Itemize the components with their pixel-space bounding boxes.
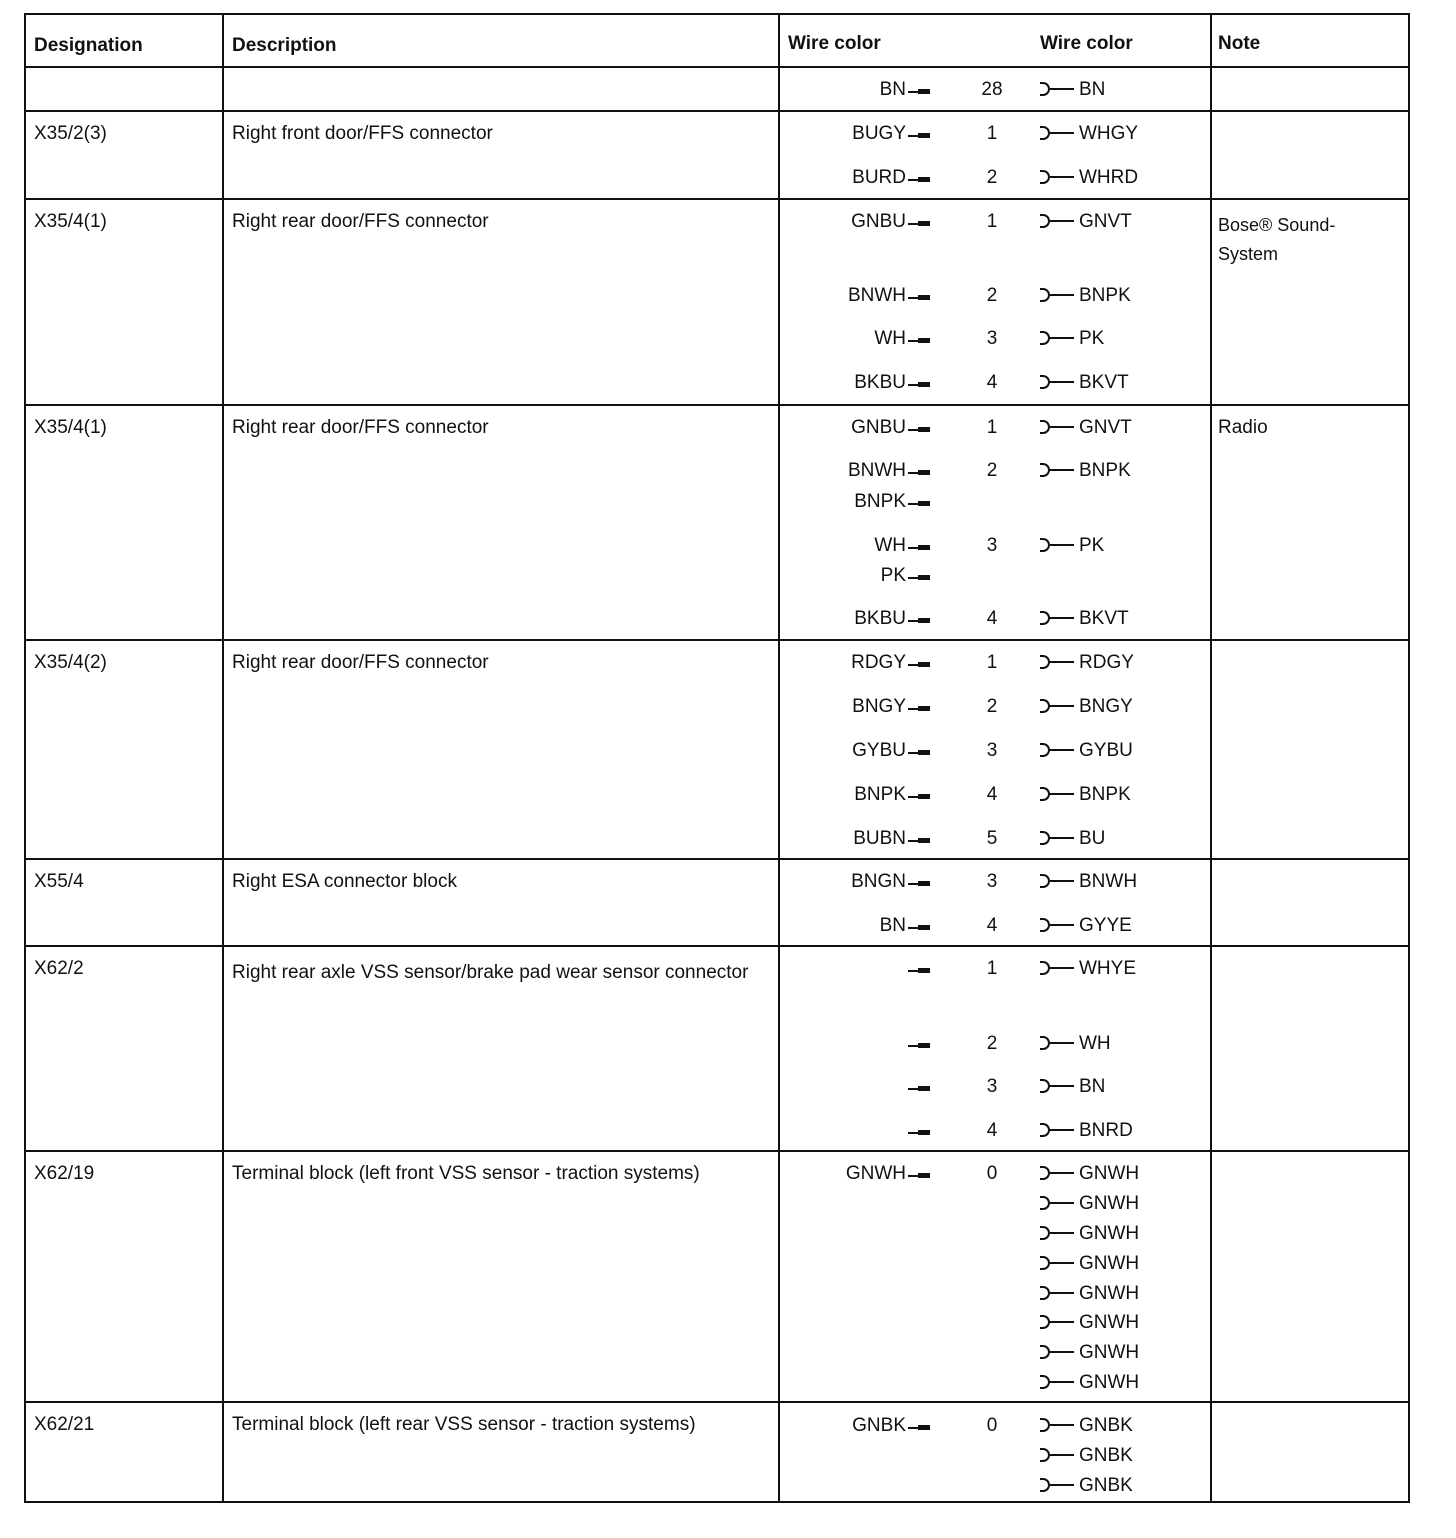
wire-color-right: GNBK [1079, 1415, 1133, 1436]
row-divider [26, 858, 1408, 860]
pin-number: 1 [986, 958, 998, 979]
row-divider [26, 1150, 1408, 1152]
pin-number: 2 [986, 167, 998, 188]
plug-connector-icon [908, 703, 932, 713]
pin-number: 3 [986, 871, 998, 892]
pin-number: 3 [986, 1076, 998, 1097]
wire-color-right: WHYE [1079, 958, 1136, 979]
socket-connector-icon [1040, 1033, 1078, 1055]
wire-color-right: WHGY [1079, 123, 1139, 144]
socket-connector-icon [1040, 79, 1078, 101]
wire-color-right: GNWH [1079, 1312, 1140, 1333]
pin-number: 4 [986, 608, 998, 629]
wire-color-right: PK [1079, 328, 1105, 349]
designation-cell: X35/4(2) [34, 652, 107, 673]
plug-connector-icon [908, 615, 932, 625]
wire-color-left: BNWH [847, 460, 906, 481]
plug-connector-icon [908, 659, 932, 669]
pin-number: 4 [986, 1120, 998, 1141]
socket-connector-icon [1040, 740, 1078, 762]
row-divider [26, 1401, 1408, 1403]
wire-color-right: WHRD [1079, 167, 1139, 188]
description-cell: Right rear door/FFS connector [232, 652, 489, 673]
wire-color-right: BN [1079, 1076, 1106, 1097]
row-divider [26, 945, 1408, 947]
plug-connector-icon [908, 965, 932, 975]
socket-connector-icon [1040, 460, 1078, 482]
pin-number: 0 [986, 1415, 998, 1436]
wire-color-left: BUGY [852, 123, 906, 144]
socket-connector-icon [1040, 1475, 1078, 1497]
designation-cell: X55/4 [34, 871, 84, 892]
pin-number: 3 [986, 740, 998, 761]
wire-color-left: PK [880, 565, 906, 586]
plug-connector-icon [908, 1422, 932, 1432]
socket-connector-icon [1040, 608, 1078, 630]
socket-connector-icon [1040, 211, 1078, 233]
wire-color-right: BN [1079, 79, 1106, 100]
wire-color-right: WH [1079, 1033, 1111, 1054]
col-divider [222, 15, 224, 1501]
wire-color-right: RDGY [1079, 652, 1134, 673]
designation-cell: X35/4(1) [34, 417, 107, 438]
plug-connector-icon [908, 218, 932, 228]
wire-color-left: GNBK [852, 1415, 906, 1436]
plug-connector-icon [908, 1170, 932, 1180]
socket-connector-icon [1040, 535, 1078, 557]
pin-number: 2 [986, 285, 998, 306]
row-divider [26, 66, 1408, 68]
wire-color-left: BKBU [854, 372, 906, 393]
note-cell: Bose® Sound-System [1218, 215, 1336, 264]
description-cell: Right rear door/FFS connector [232, 211, 489, 232]
description-cell: Right ESA connector block [232, 871, 457, 892]
plug-connector-icon [908, 335, 932, 345]
pin-number: 4 [986, 372, 998, 393]
wire-color-right: GNWH [1079, 1163, 1140, 1184]
designation-cell: X62/19 [34, 1163, 95, 1184]
socket-connector-icon [1040, 417, 1078, 439]
wire-color-left: WH [874, 328, 906, 349]
row-divider [26, 110, 1408, 112]
designation-cell: X62/21 [34, 1414, 95, 1435]
plug-connector-icon [908, 922, 932, 932]
pin-number: 28 [981, 79, 1003, 100]
wire-color-left: GYBU [852, 740, 906, 761]
socket-connector-icon [1040, 958, 1078, 980]
plug-connector-icon [908, 174, 932, 184]
socket-connector-icon [1040, 696, 1078, 718]
wire-color-left: BUBN [853, 828, 906, 849]
wire-color-right: GNWH [1079, 1342, 1140, 1363]
plug-connector-icon [908, 467, 932, 477]
wire-color-left: GNBU [851, 211, 906, 232]
header-wire-color-left: Wire color [788, 33, 881, 54]
plug-connector-icon [908, 572, 932, 582]
wire-color-left: GNWH [845, 1163, 906, 1184]
note-cell: Radio [1218, 417, 1268, 438]
row-divider [26, 198, 1408, 200]
pin-number: 2 [986, 460, 998, 481]
socket-connector-icon [1040, 1415, 1078, 1437]
wire-color-left: BNPK [854, 491, 906, 512]
wire-color-left: GNBU [851, 417, 906, 438]
socket-connector-icon [1040, 871, 1078, 893]
pin-number: 1 [986, 417, 998, 438]
plug-connector-icon [908, 379, 932, 389]
wire-color-right: GNWH [1079, 1223, 1140, 1244]
plug-connector-icon [908, 835, 932, 845]
wire-color-left: RDGY [851, 652, 906, 673]
pin-number: 1 [986, 211, 998, 232]
socket-connector-icon [1040, 1120, 1078, 1142]
socket-connector-icon [1040, 1193, 1078, 1215]
socket-connector-icon [1040, 1312, 1078, 1334]
wire-color-left: BKBU [854, 608, 906, 629]
plug-connector-icon [908, 747, 932, 757]
designation-cell: X35/2(3) [34, 123, 107, 144]
socket-connector-icon [1040, 915, 1078, 937]
plug-connector-icon [908, 1083, 932, 1093]
pin-number: 2 [986, 696, 998, 717]
plug-connector-icon [908, 498, 932, 508]
wire-color-right: GNVT [1079, 417, 1132, 438]
col-divider [1210, 15, 1212, 1501]
plug-connector-icon [908, 292, 932, 302]
wire-color-right: BNPK [1079, 784, 1131, 805]
pin-number: 3 [986, 328, 998, 349]
socket-connector-icon [1040, 652, 1078, 674]
wire-color-right: GNBK [1079, 1445, 1133, 1466]
wire-color-right: BKVT [1079, 608, 1129, 629]
wire-color-right: PK [1079, 535, 1105, 556]
socket-connector-icon [1040, 828, 1078, 850]
plug-connector-icon [908, 878, 932, 888]
wire-color-right: GYYE [1079, 915, 1132, 936]
wire-color-left: BN [879, 915, 906, 936]
wire-color-right: GYBU [1079, 740, 1133, 761]
wire-color-right: GNWH [1079, 1372, 1140, 1393]
wire-color-left: BNPK [854, 784, 906, 805]
header-wire-color-right: Wire color [1040, 33, 1133, 54]
socket-connector-icon [1040, 1163, 1078, 1185]
plug-connector-icon [908, 86, 932, 96]
description-cell: Terminal block (left front VSS sensor - traction systems) [232, 1163, 700, 1184]
connector-table [24, 13, 1410, 1503]
header-designation: Designation [34, 35, 143, 56]
socket-connector-icon [1040, 167, 1078, 189]
wire-color-right: GNWH [1079, 1253, 1140, 1274]
plug-connector-icon [908, 1040, 932, 1050]
wire-color-left: BN [879, 79, 906, 100]
socket-connector-icon [1040, 1342, 1078, 1364]
wire-color-right: BNGY [1079, 696, 1133, 717]
wire-color-left: BNGY [852, 696, 906, 717]
wire-color-right: BNWH [1079, 871, 1138, 892]
wire-color-right: BNPK [1079, 285, 1131, 306]
description-cell: Right rear door/FFS connector [232, 417, 489, 438]
wire-color-right: BNPK [1079, 460, 1131, 481]
wire-color-right: BU [1079, 828, 1106, 849]
socket-connector-icon [1040, 1445, 1078, 1467]
header-description: Description [232, 35, 337, 56]
wire-color-right: BKVT [1079, 372, 1129, 393]
pin-number: 4 [986, 784, 998, 805]
designation-cell: X62/2 [34, 958, 84, 979]
socket-connector-icon [1040, 1223, 1078, 1245]
description-cell: Right rear axle VSS sensor/brake pad wear sensor connector [232, 962, 749, 983]
pin-number: 2 [986, 1033, 998, 1054]
description-cell: Right front door/FFS connector [232, 123, 493, 144]
pin-number: 5 [986, 828, 998, 849]
header-note: Note [1218, 33, 1261, 54]
plug-connector-icon [908, 424, 932, 434]
wire-color-right: GNWH [1079, 1193, 1140, 1214]
pin-number: 1 [986, 652, 998, 673]
wire-color-right: GNWH [1079, 1283, 1140, 1304]
socket-connector-icon [1040, 1372, 1078, 1394]
wire-color-left: BURD [852, 167, 906, 188]
wire-color-left: WH [874, 535, 906, 556]
wire-color-right: GNBK [1079, 1475, 1133, 1496]
socket-connector-icon [1040, 123, 1078, 145]
plug-connector-icon [908, 1127, 932, 1137]
socket-connector-icon [1040, 784, 1078, 806]
pin-number: 3 [986, 535, 998, 556]
socket-connector-icon [1040, 285, 1078, 307]
wire-color-right: GNVT [1079, 211, 1132, 232]
wire-color-right: BNRD [1079, 1120, 1133, 1141]
socket-connector-icon [1040, 328, 1078, 350]
plug-connector-icon [908, 130, 932, 140]
col-divider [778, 15, 780, 1501]
socket-connector-icon [1040, 1283, 1078, 1305]
wire-color-left: BNWH [847, 285, 906, 306]
wire-color-left: BNGN [851, 871, 906, 892]
row-divider [26, 639, 1408, 641]
description-cell: Terminal block (left rear VSS sensor - traction systems) [232, 1414, 696, 1435]
pin-number: 1 [986, 123, 998, 144]
plug-connector-icon [908, 791, 932, 801]
designation-cell: X35/4(1) [34, 211, 107, 232]
socket-connector-icon [1040, 1076, 1078, 1098]
plug-connector-icon [908, 542, 932, 552]
row-divider [26, 404, 1408, 406]
socket-connector-icon [1040, 372, 1078, 394]
pin-number: 4 [986, 915, 998, 936]
socket-connector-icon [1040, 1253, 1078, 1275]
pin-number: 0 [986, 1163, 998, 1184]
